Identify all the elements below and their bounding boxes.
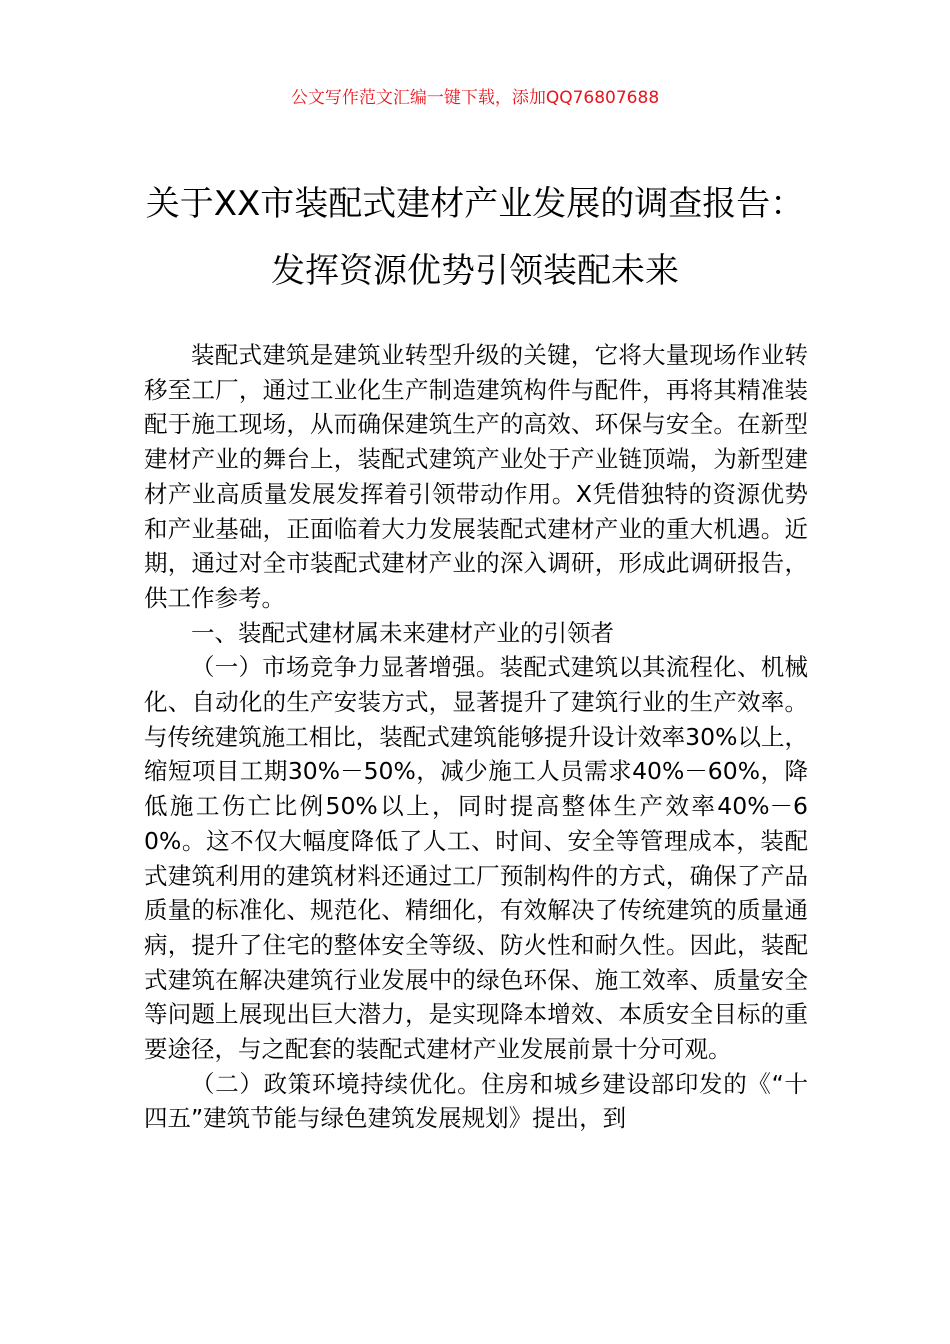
intro-paragraph: 装配式建筑是建筑业转型升级的关键，它将大量现场作业转移至工厂，通过工业化生产制造建筑构件与配件，再将其精准装配于施工现场，从而确保建筑生产的高效、环保与安全。在新型建材产业的舞台上，装配式建筑产业处于产业链顶端，为新型建材产业高质量发展发挥着引领带动作用。X凭借独特的资源优势和产业基础，正面临着大力发展装配式建材产业的重大机遇。近期，通过对全市装配式建材产业的深入调研，形成此调研报告，供工作参考。 [144, 341, 808, 612]
paragraph-market-competitiveness: （一）市场竞争力显著增强。装配式建筑以其流程化、机械化、自动化的生产安装方式，显著提升了建筑行业的生产效率。与传统建筑施工相比，装配式建筑能够提升设计效率30%以上，缩短项目工期30%－50%，减少施工人员需求40%－60%，降低施工伤亡比例50%以上，同时提高整体生产效率40%－60%。这不仅大幅度降低了人工、时间、安全等管理成本，装配式建筑利用的建筑材料还通过工厂预制构件的方式，确保了产品质量的标准化、规范化、精细化，有效解决了传统建筑的质量通病，提升了住宅的整体安全等级、防火性和耐久性。因此，装配式建筑在解决建筑行业发展中的绿色环保、施工效率、质量安全等问题上展现出巨大潜力，是实现降本增效、本质安全目标的重要途径，与之配套的装配式建材产业发展前景十分可观。 [144, 653, 808, 1064]
document-title-line-1: 关于XX市装配式建材产业发展的调查报告： [145, 184, 805, 224]
paragraph-policy-environment: （二）政策环境持续优化。住房和城乡建设部印发的《“十四五”建筑节能与绿色建筑发展规划》提出，到 [144, 1069, 808, 1133]
promo-banner: 公文写作范文汇编一键下载，添加QQ76807688 [290, 88, 660, 108]
document-body [144, 338, 808, 1136]
section-heading-1: 一、装配式建材属未来建材产业的引领者 [191, 618, 614, 647]
document-title-line-2: 发挥资源优势引领装配未来 [271, 251, 679, 291]
